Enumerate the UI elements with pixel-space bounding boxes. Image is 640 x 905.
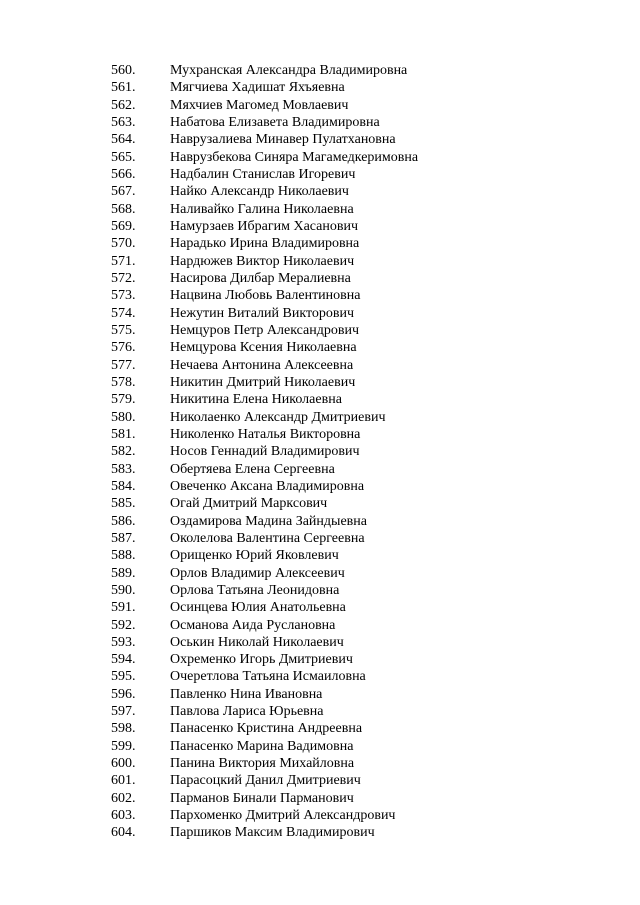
entry-number: 574.: [111, 305, 136, 321]
list-item: [111, 530, 418, 547]
list-item: [111, 131, 418, 148]
entry-name: Османова Аида Руслановна: [170, 617, 336, 633]
entry-name: Нежутин Виталий Викторович: [170, 305, 355, 321]
entry-number: 575.: [111, 322, 136, 338]
entry-number: 568.: [111, 201, 136, 217]
entry-name: Николаенко Александр Дмитриевич: [170, 409, 386, 425]
entry-number: 563.: [111, 114, 136, 130]
name-list: [111, 62, 418, 842]
list-item: [111, 824, 418, 841]
entry-number: 588.: [111, 548, 136, 564]
list-item: [111, 651, 418, 668]
entry-name: Надбалин Станислав Игоревич: [170, 166, 356, 182]
list-item: [111, 218, 418, 235]
entry-number: 564.: [111, 132, 136, 148]
list-item: [111, 582, 418, 599]
entry-name: Наврузалиева Минавер Пулатхановна: [170, 132, 396, 148]
list-item: [111, 686, 418, 703]
entry-number: 561.: [111, 80, 136, 96]
entry-number: 595.: [111, 669, 136, 685]
entry-number: 583.: [111, 461, 136, 477]
entry-name: Огай Дмитрий Марксович: [170, 496, 328, 512]
entry-number: 591.: [111, 600, 136, 616]
entry-number: 587.: [111, 530, 136, 546]
entry-name: Нарадько Ирина Владимировна: [170, 236, 360, 252]
entry-name: Наврузбекова Синяра Магамедкеримовна: [170, 149, 419, 165]
list-item: [111, 772, 418, 789]
entry-name: Пархоменко Дмитрий Александрович: [170, 808, 396, 824]
list-item: [111, 201, 418, 218]
entry-number: 603.: [111, 808, 136, 824]
list-item: [111, 183, 418, 200]
list-item: [111, 166, 418, 183]
entry-name: Никитина Елена Николаевна: [170, 392, 342, 408]
entry-number: 596.: [111, 686, 136, 702]
entry-number: 599.: [111, 738, 136, 754]
entry-number: 578.: [111, 374, 136, 390]
list-item: [111, 114, 418, 131]
list-item: [111, 565, 418, 582]
list-item: [111, 634, 418, 651]
list-item: [111, 409, 418, 426]
entry-number: 582.: [111, 444, 136, 460]
entry-number: 601.: [111, 773, 136, 789]
entry-number: 602.: [111, 790, 136, 806]
entry-name: Мягчиева Хадишат Яхъяевна: [170, 80, 345, 96]
list-item: [111, 478, 418, 495]
list-item: [111, 97, 418, 114]
entry-number: 598.: [111, 721, 136, 737]
list-item: [111, 235, 418, 252]
entry-name: Околелова Валентина Сергеевна: [170, 530, 365, 546]
entry-number: 565.: [111, 149, 136, 165]
entry-name: Немцурова Ксения Николаевна: [170, 340, 357, 356]
entry-number: 579.: [111, 392, 136, 408]
entry-number: 593.: [111, 634, 136, 650]
entry-number: 584.: [111, 478, 136, 494]
entry-name: Орлова Татьяна Леонидовна: [170, 582, 340, 598]
entry-name: Очеретлова Татьяна Исмаиловна: [170, 669, 366, 685]
entry-name: Оськин Николай Николаевич: [170, 634, 344, 650]
list-item: [111, 357, 418, 374]
entry-name: Орлов Владимир Алексеевич: [170, 565, 345, 581]
entry-name: Панасенко Марина Вадимовна: [170, 738, 354, 754]
list-item: [111, 495, 418, 512]
entry-number: 566.: [111, 166, 136, 182]
entry-number: 580.: [111, 409, 136, 425]
list-item: [111, 668, 418, 685]
entry-number: 569.: [111, 218, 136, 234]
entry-number: 560.: [111, 63, 136, 78]
list-item: [111, 322, 418, 339]
entry-name: Охременко Игорь Дмитриевич: [170, 652, 353, 668]
list-item: [111, 547, 418, 564]
list-item: [111, 617, 418, 634]
list-item: [111, 720, 418, 737]
list-item: [111, 513, 418, 530]
list-item: [111, 807, 418, 824]
entry-name: Овеченко Аксана Владимировна: [170, 478, 365, 494]
list-item: [111, 79, 418, 96]
entry-number: 573.: [111, 288, 136, 304]
entry-number: 604.: [111, 825, 136, 841]
list-item: [111, 755, 418, 772]
entry-name: Немцуров Петр Александрович: [170, 322, 360, 338]
entry-number: 589.: [111, 565, 136, 581]
entry-number: 597.: [111, 704, 136, 720]
entry-number: 592.: [111, 617, 136, 633]
list-item: [111, 270, 418, 287]
entry-name: Наливайко Галина Николаевна: [170, 201, 354, 217]
list-item: [111, 149, 418, 166]
list-item: [111, 62, 418, 79]
list-item: [111, 461, 418, 478]
entry-name: Оздамирова Мадина Зайндыевна: [170, 513, 367, 529]
list-item: [111, 738, 418, 755]
list-item: [111, 391, 418, 408]
entry-number: 585.: [111, 496, 136, 512]
entry-number: 571.: [111, 253, 136, 269]
entry-number: 562.: [111, 97, 136, 113]
entry-name: Павлова Лариса Юрьевна: [170, 704, 324, 720]
entry-name: Панина Виктория Михайловна: [170, 756, 355, 772]
entry-name: Никитин Дмитрий Николаевич: [170, 374, 356, 390]
list-item: [111, 305, 418, 322]
list-item: [111, 287, 418, 304]
list-item: [111, 790, 418, 807]
list-item: [111, 426, 418, 443]
entry-name: Нардюжев Виктор Николаевич: [170, 253, 355, 269]
entry-name: Николенко Наталья Викторовна: [170, 426, 361, 442]
entry-name: Нацвина Любовь Валентиновна: [170, 288, 361, 304]
entry-number: 576.: [111, 340, 136, 356]
list-item: [111, 339, 418, 356]
entry-name: Носов Геннадий Владимирович: [170, 444, 360, 460]
entry-name: Паршиков Максим Владимирович: [170, 825, 375, 841]
entry-name: Мухранская Александра Владимировна: [170, 63, 408, 78]
list-item: [111, 374, 418, 391]
entry-number: 567.: [111, 184, 136, 200]
entry-name: Мяхчиев Магомед Мовлаевич: [170, 97, 349, 113]
list-item: [111, 599, 418, 616]
entry-number: 572.: [111, 270, 136, 286]
entry-name: Набатова Елизавета Владимировна: [170, 114, 380, 130]
entry-name: Обертяева Елена Сергеевна: [170, 461, 335, 477]
entry-number: 590.: [111, 582, 136, 598]
entry-name: Орищенко Юрий Яковлевич: [170, 548, 339, 564]
entry-name: Панасенко Кристина Андреевна: [170, 721, 363, 737]
entry-number: 600.: [111, 756, 136, 772]
entry-name: Намурзаев Ибрагим Хасанович: [170, 218, 359, 234]
entry-name: Найко Александр Николаевич: [170, 184, 349, 200]
entry-number: 577.: [111, 357, 136, 373]
list-item: [111, 703, 418, 720]
entry-name: Осинцева Юлия Анатольевна: [170, 600, 346, 616]
entry-name: Парасоцкий Данил Дмитриевич: [170, 773, 361, 789]
entry-name: Павленко Нина Ивановна: [170, 686, 323, 702]
entry-name: Насирова Дилбар Мералиевна: [170, 270, 351, 286]
entry-number: 594.: [111, 652, 136, 668]
entry-number: 570.: [111, 236, 136, 252]
list-item: [111, 253, 418, 270]
entry-number: 586.: [111, 513, 136, 529]
list-item: [111, 443, 418, 460]
entry-number: 581.: [111, 426, 136, 442]
entry-name: Нечаева Антонина Алексеевна: [170, 357, 354, 373]
entry-name: Парманов Бинали Парманович: [170, 790, 354, 806]
